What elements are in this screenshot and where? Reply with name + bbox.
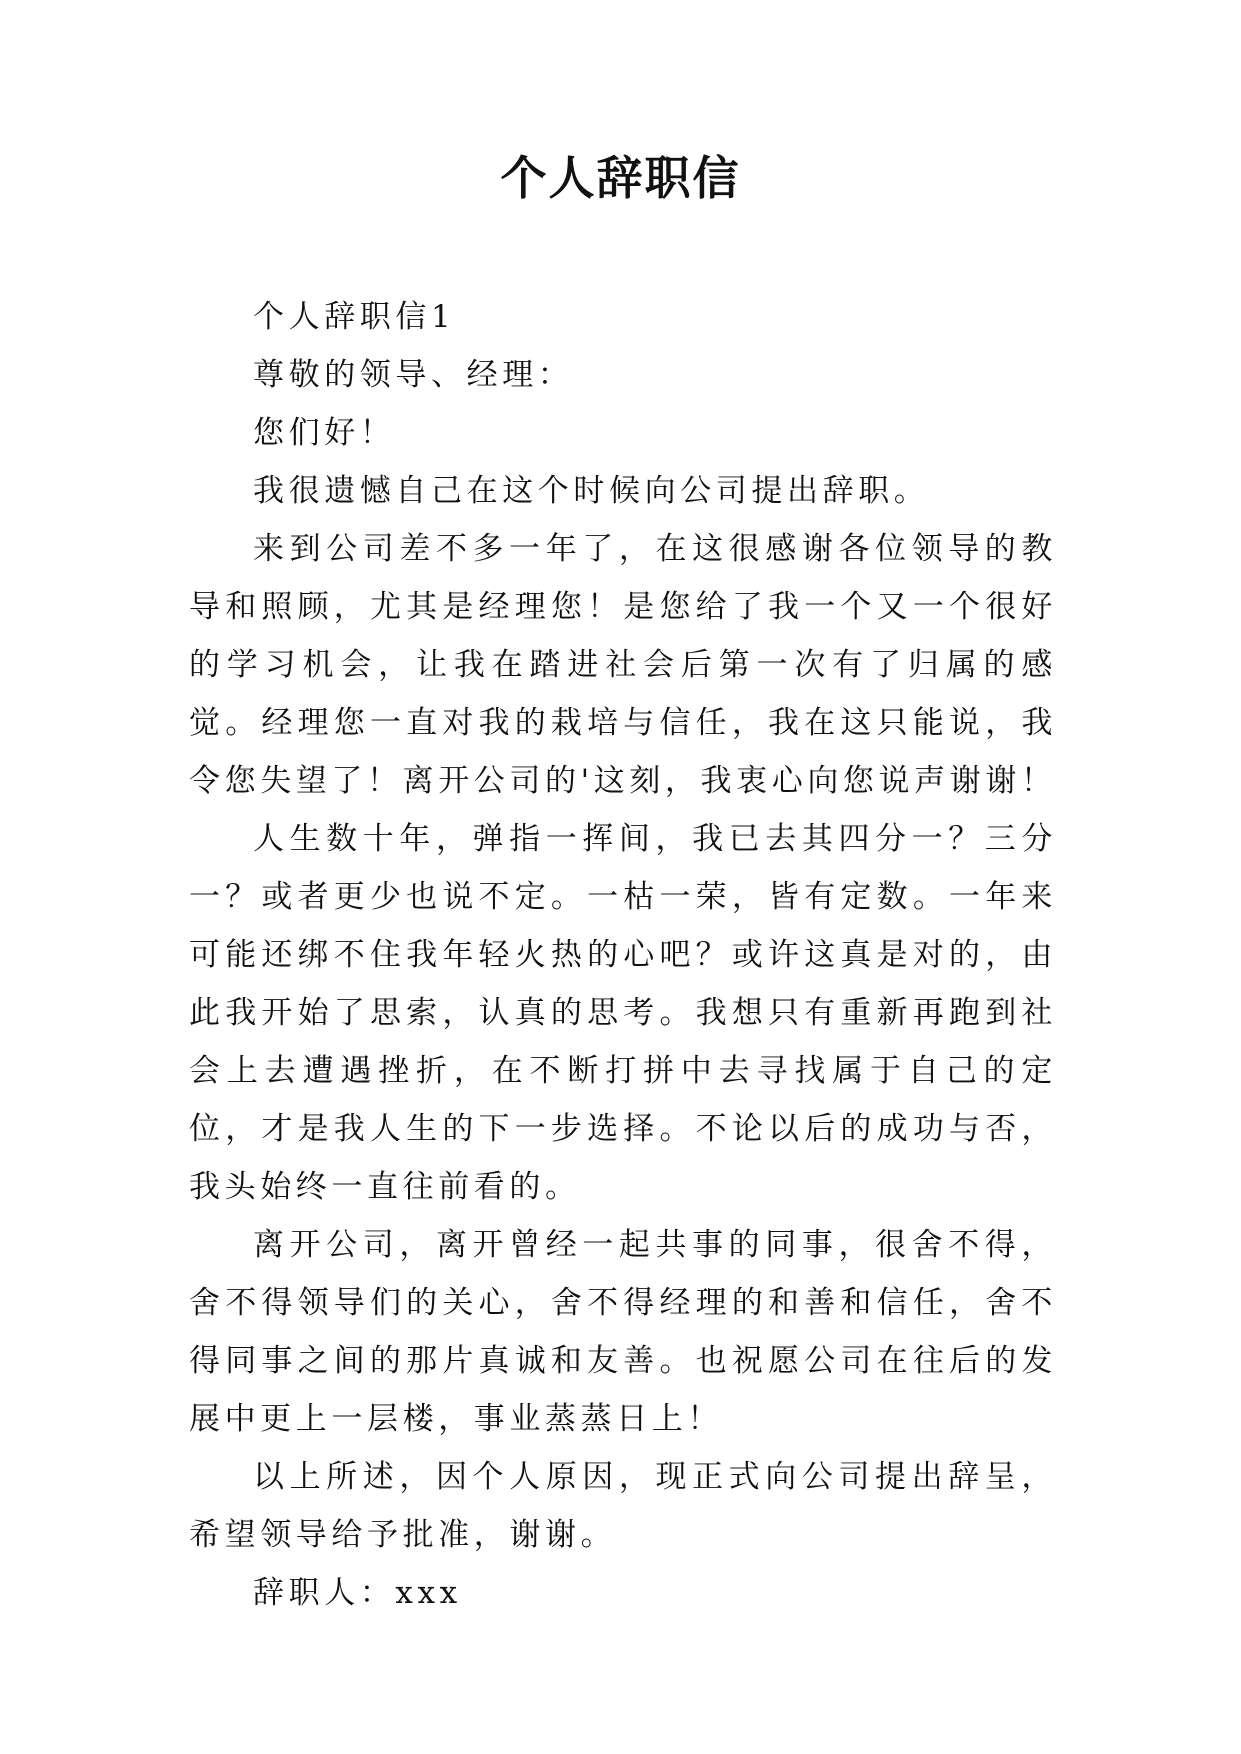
body-paragraph-1: 我很遗憾自己在这个时候向公司提出辞职。: [253, 473, 930, 509]
body-paragraph-2: 来到公司差不多一年了，在这很感谢各位领导的教导和照顾，尤其是经理您！是您给了我一个又一个很好的学习机会，让我在踏进社会后第一次有了归属的感觉。经理您一直对我的栽培与信任，我在这只能说，我令您失望了！离开公司的'这刻，我衷心向您说声谢谢！: [189, 531, 1057, 799]
body-paragraph-4: 离开公司，离开曾经一起共事的同事，很舍不得，舍不得领导们的关心，舍不得经理的和善和信任，舍不得同事之间的那片真诚和友善。也祝愿公司在往后的发展中更上一层楼，事业蒸蒸日上！: [189, 1227, 1057, 1437]
salutation: 尊敬的领导、经理：: [253, 357, 574, 393]
document-body: [189, 288, 1057, 1622]
document-title: 个人辞职信: [500, 151, 741, 205]
signature-line: 辞职人：xxx: [253, 1575, 462, 1611]
greeting: 您们好！: [253, 415, 396, 451]
letter-heading: 个人辞职信1: [253, 299, 456, 335]
body-paragraph-3: 人生数十年，弹指一挥间，我已去其四分一？三分一？或者更少也说不定。一枯一荣，皆有定数。一年来可能还绑不住我年轻火热的心吧？或许这真是对的，由此我开始了思索，认真的思考。我想只有重新再跑到社会上去遭遇挫折，在不断打拼中去寻找属于自己的定位，才是我人生的下一步选择。不论以后的成功与否，我头始终一直往前看的。: [189, 821, 1057, 1205]
closing-paragraph: 以上所述，因个人原因，现正式向公司提出辞呈，希望领导给予批准，谢谢。: [189, 1459, 1057, 1553]
